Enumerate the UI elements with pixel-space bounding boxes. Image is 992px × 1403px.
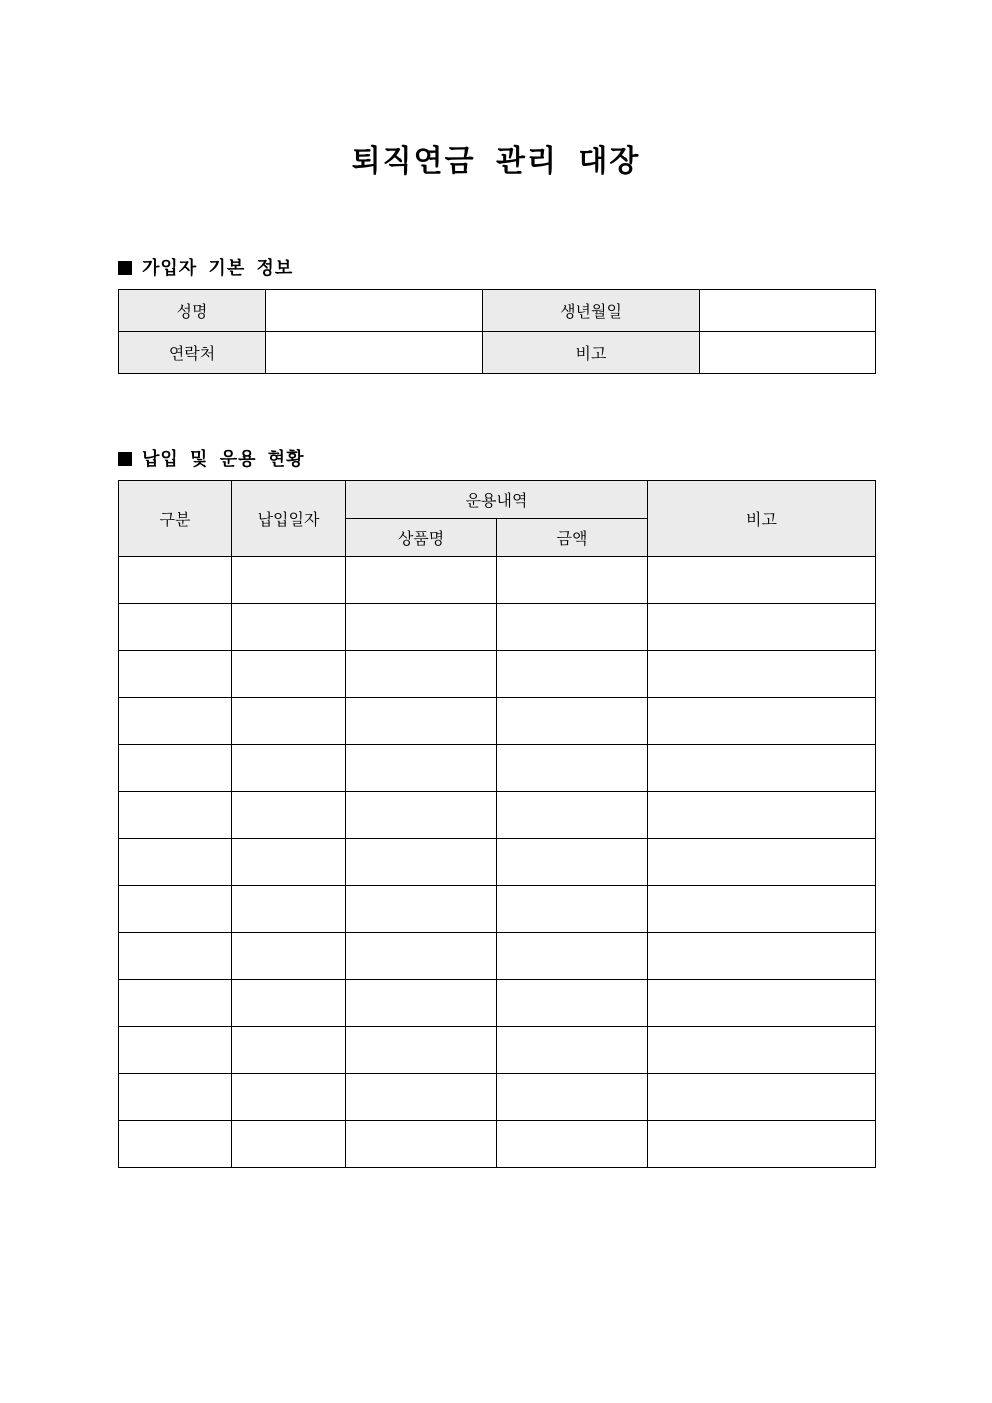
cell-amount[interactable] [497,933,648,980]
cell-category[interactable] [119,698,232,745]
cell-amount[interactable] [497,1027,648,1074]
cell-category[interactable] [119,1027,232,1074]
subscriber-info-row [119,290,876,332]
page-title: 퇴직연금 관리 대장 [351,144,641,179]
cell-category[interactable] [119,557,232,604]
cell-product-name[interactable] [346,1121,497,1168]
cell-remarks[interactable] [648,1074,876,1121]
cell-product-name[interactable] [346,745,497,792]
table-row [119,1027,876,1074]
contact-field[interactable] [266,332,483,374]
remarks-label: 비고 [483,332,700,374]
cell-category[interactable] [119,745,232,792]
cell-remarks[interactable] [648,1121,876,1168]
table-row [119,980,876,1027]
cell-product-name[interactable] [346,933,497,980]
cell-remarks[interactable] [648,604,876,651]
table-row [119,792,876,839]
cell-remarks[interactable] [648,698,876,745]
cell-category[interactable] [119,604,232,651]
cell-category[interactable] [119,980,232,1027]
cell-category[interactable] [119,651,232,698]
cell-category[interactable] [119,933,232,980]
cell-amount[interactable] [497,745,648,792]
table-row [119,651,876,698]
cell-remarks[interactable] [648,745,876,792]
cell-amount[interactable] [497,557,648,604]
cell-remarks[interactable] [648,557,876,604]
column-header-product-name: 상품명 [346,519,497,557]
contact-label: 연락처 [119,332,266,374]
square-bullet-icon [118,452,132,466]
birthdate-field[interactable] [700,290,876,332]
table-row [119,698,876,745]
cell-product-name[interactable] [346,1027,497,1074]
table-row [119,604,876,651]
cell-remarks[interactable] [648,886,876,933]
column-header-amount: 금액 [497,519,648,557]
cell-payment-date[interactable] [232,1074,346,1121]
cell-payment-date[interactable] [232,698,346,745]
cell-product-name[interactable] [346,839,497,886]
subscriber-section-heading-text: 가입자 기본 정보 [142,258,294,279]
table-row [119,886,876,933]
cell-payment-date[interactable] [232,557,346,604]
cell-product-name[interactable] [346,698,497,745]
cell-amount[interactable] [497,698,648,745]
cell-amount[interactable] [497,1074,648,1121]
cell-payment-date[interactable] [232,745,346,792]
table-row [119,839,876,886]
cell-product-name[interactable] [346,604,497,651]
cell-remarks[interactable] [648,933,876,980]
table-row [119,745,876,792]
subscriber-info-row [119,332,876,374]
cell-amount[interactable] [497,1121,648,1168]
cell-remarks[interactable] [648,839,876,886]
cell-remarks[interactable] [648,980,876,1027]
column-header-category: 구분 [119,481,232,557]
cell-payment-date[interactable] [232,980,346,1027]
table-row [119,1121,876,1168]
cell-remarks[interactable] [648,792,876,839]
cell-amount[interactable] [497,604,648,651]
cell-category[interactable] [119,886,232,933]
cell-amount[interactable] [497,839,648,886]
table-row [119,557,876,604]
cell-payment-date[interactable] [232,1121,346,1168]
cell-payment-date[interactable] [232,839,346,886]
cell-product-name[interactable] [346,651,497,698]
birthdate-label: 생년월일 [483,290,700,332]
table-row [119,933,876,980]
payment-records-body [119,557,876,1168]
column-header-payment-date: 납입일자 [232,481,346,557]
name-label: 성명 [119,290,266,332]
cell-product-name[interactable] [346,1074,497,1121]
cell-payment-date[interactable] [232,933,346,980]
cell-product-name[interactable] [346,886,497,933]
cell-category[interactable] [119,792,232,839]
cell-remarks[interactable] [648,651,876,698]
cell-payment-date[interactable] [232,792,346,839]
cell-category[interactable] [119,1121,232,1168]
subscriber-info-table [118,289,876,374]
column-header-remarks: 비고 [648,481,876,557]
table-row [119,1074,876,1121]
cell-amount[interactable] [497,980,648,1027]
cell-amount[interactable] [497,792,648,839]
cell-amount[interactable] [497,651,648,698]
cell-payment-date[interactable] [232,651,346,698]
payment-records-table [118,480,876,1168]
cell-payment-date[interactable] [232,1027,346,1074]
subscriber-section-heading [118,254,293,280]
remarks-field[interactable] [700,332,876,374]
payment-section-heading-text: 납입 및 운용 현황 [142,449,305,470]
cell-product-name[interactable] [346,792,497,839]
cell-category[interactable] [119,1074,232,1121]
square-bullet-icon [118,261,132,275]
cell-payment-date[interactable] [232,604,346,651]
cell-remarks[interactable] [648,1027,876,1074]
cell-amount[interactable] [497,886,648,933]
payment-section-heading [118,445,305,471]
column-header-operation-details: 운용내역 [346,481,648,519]
cell-payment-date[interactable] [232,886,346,933]
table-header-row [119,481,876,519]
cell-product-name[interactable] [346,557,497,604]
cell-category[interactable] [119,839,232,886]
name-field[interactable] [266,290,483,332]
cell-product-name[interactable] [346,980,497,1027]
